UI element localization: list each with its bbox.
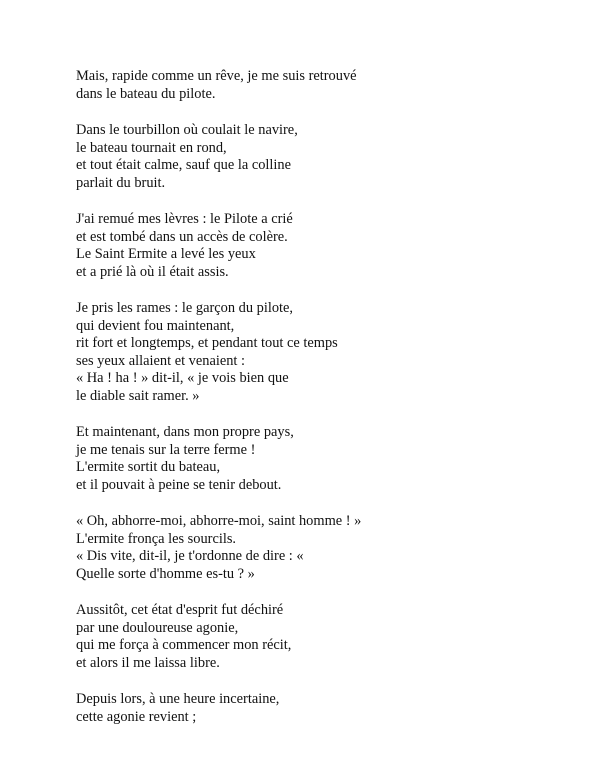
poem-line: et tout était calme, sauf que la colline (76, 157, 291, 173)
poem-text (76, 68, 576, 745)
poem-line: Dans le tourbillon où coulait le navire, (76, 122, 298, 138)
poem-line: le bateau tournait en rond, (76, 139, 227, 156)
stanza (76, 122, 576, 192)
stanza (76, 691, 576, 726)
poem-line: Mais, rapide comme un rêve, je me suis retrouvé (76, 68, 357, 84)
poem-line: parlait du bruit. (76, 174, 166, 191)
stanza (76, 211, 576, 281)
poem-line: L'ermite sortit du bateau, (76, 459, 221, 475)
poem-line: Le Saint Ermite a levé les yeux (76, 246, 256, 262)
poem-line: qui me força à commencer mon récit, (76, 637, 292, 653)
poem-line: et il pouvait à peine se tenir debout. (76, 476, 282, 493)
poem-line: dans le bateau du pilote. (76, 85, 216, 102)
poem-line: « Dis vite, dit-il, je t'ordonne de dire : « (76, 548, 304, 564)
poem-line: par une douloureuse agonie, (76, 619, 239, 636)
poem-line: « Oh, abhorre-moi, abhorre-moi, saint homme ! » (76, 513, 362, 529)
poem-line: et a prié là où il était assis. (76, 263, 229, 280)
poem-line: je me tenais sur la terre ferme ! (76, 441, 256, 458)
poem-line: Et maintenant, dans mon propre pays, (76, 424, 294, 440)
poem-line: « Ha ! ha ! » dit-il, « je vois bien que (76, 370, 289, 386)
poem-line: et alors il me laissa libre. (76, 654, 220, 671)
poem-line: rit fort et longtemps, et pendant tout ce temps (76, 335, 338, 351)
stanza (76, 513, 576, 583)
poem-line: ses yeux allaient et venaient : (76, 352, 246, 369)
poem-line: cette agonie revient ; (76, 708, 197, 725)
stanza (76, 602, 576, 672)
stanza (76, 68, 576, 103)
poem-line: Je pris les rames : le garçon du pilote, (76, 300, 293, 316)
poem-line: le diable sait ramer. » (76, 387, 200, 404)
poem-line: L'ermite fronça les sourcils. (76, 530, 237, 547)
poem-line: qui devient fou maintenant, (76, 317, 235, 334)
poem-line: J'ai remué mes lèvres : le Pilote a crié (76, 211, 293, 227)
poem-line: Aussitôt, cet état d'esprit fut déchiré (76, 602, 284, 618)
stanza (76, 300, 576, 405)
poem-line: et est tombé dans un accès de colère. (76, 228, 288, 245)
stanza (76, 424, 576, 494)
poem-line: Depuis lors, à une heure incertaine, (76, 691, 280, 707)
poem-line: Quelle sorte d'homme es-tu ? » (76, 565, 255, 582)
